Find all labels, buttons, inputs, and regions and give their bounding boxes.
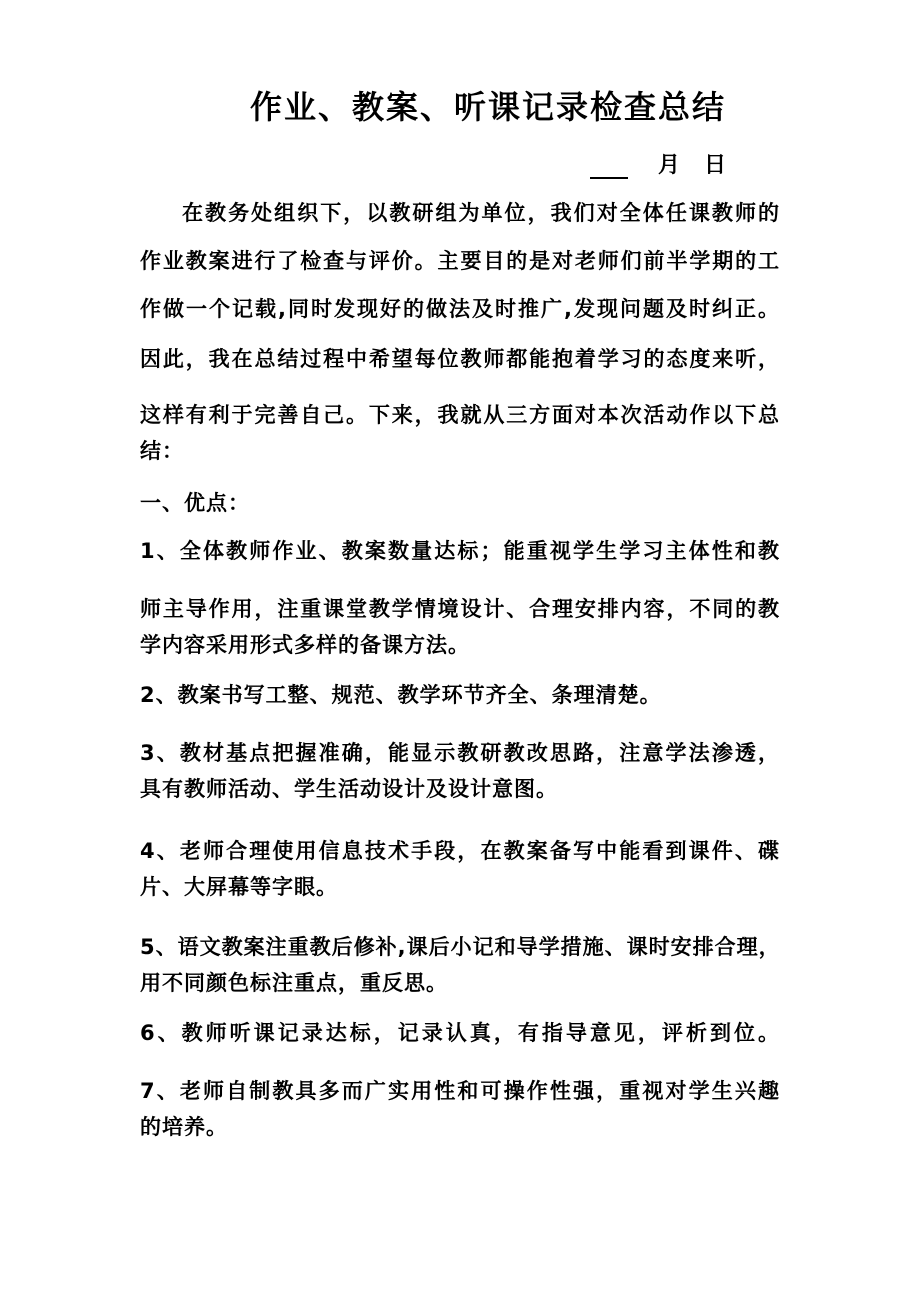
list-item-line: 5、语文教案注重教后修补,课后小记和导学措施、课时安排合理， [140,935,781,959]
section-heading: 一、优点： [140,491,250,515]
list-item-line: 学内容采用形式多样的备课方法。 [140,633,470,657]
list-item-line: 4、老师合理使用信息技术手段，在教案备写中能看到课件、碟 [140,839,780,863]
document-title: 作业、教案、听课记录检查总结 [249,88,726,126]
list-item-line: 7、老师自制教具多而广实用性和可操作性强，重视对学生兴趣 [140,1079,780,1103]
date-month-label: 月 [658,153,681,178]
list-item-line: 6、教师听课记录达标，记录认真，有指导意见，评析到位。 [140,1021,780,1045]
list-item-line: 1、全体教师作业、教案数量达标；能重视学生学习主体性和教 [140,539,780,563]
list-item-line: 2、教案书写工整、规范、教学环节齐全、条理清楚。 [140,683,662,707]
date-blank [590,155,628,179]
date-line [590,148,726,179]
list-item-line: 片、大屏幕等字眼。 [140,875,338,899]
list-item-line: 3、教材基点把握准确，能显示教研教改思路，注意学法渗透， [140,741,780,765]
paragraph-line: 作业教案进行了检查与评价。主要目的是对老师们前半学期的工 [140,249,780,273]
list-item-line: 用不同颜色标注重点，重反思。 [140,971,448,995]
list-item-line: 具有教师活动、学生活动设计及设计意图。 [140,777,558,801]
paragraph-line: 因此，我在总结过程中希望每位教师都能抱着学习的态度来听， [140,347,780,371]
list-item-line: 的培养。 [140,1115,228,1139]
paragraph-line: 在教务处组织下，以教研组为单位，我们对全体任课教师的 [182,201,780,225]
paragraph-line: 结： [140,439,184,463]
paragraph-line: 这样有利于完善自己。下来，我就从三方面对本次活动作以下总 [140,403,780,427]
paragraph-line: 作做一个记载,同时发现好的做法及时推广,发现问题及时纠正。 [140,297,780,321]
list-item-line: 师主导作用，注重课堂教学情境设计、合理安排内容，不同的教 [140,597,780,621]
date-day-label: 日 [704,153,727,178]
